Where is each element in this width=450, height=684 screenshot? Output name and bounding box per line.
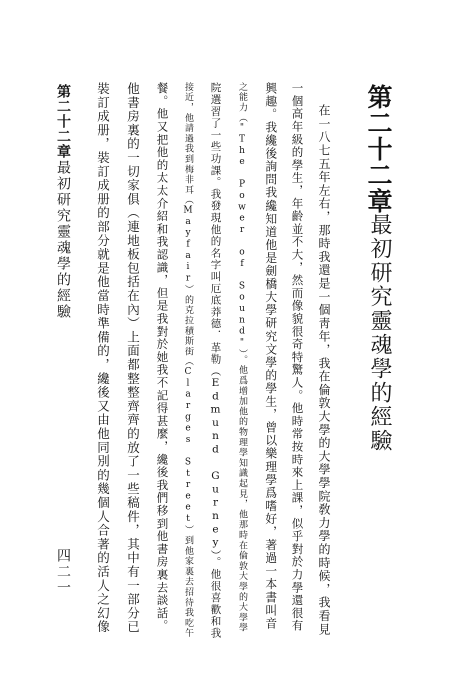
- page-number: 四二一: [55, 548, 71, 596]
- body-column-1: 在一八七五年左右，那時我還是一個靑年，我在倫敦大學的大學學院敎力學的時候，我看見: [317, 104, 331, 636]
- body-column-2: 一個高年級的學生，年齡並不大，然而像貌很奇特驚人。他時常按時來上課，似乎對於力學還很有: [290, 82, 305, 633]
- body-column-5: 院選習了一些功課。我發現他的名字叫厄底莽德．革勒（Edmund Gurney）。他很喜歡和我: [209, 82, 222, 640]
- body-column-3: 興趣。我纔後詢問我纔知道他是劍橋大學研究文學的學生，曾以樂理學爲嗜好，著過一本書叫音: [263, 82, 278, 631]
- body-column-6: 接近，他請過我到梅非耳（Mayfair）的克拉積斯街（Clarges Street）到他家裏去招待我吃午: [183, 82, 193, 639]
- chapter-number: 第二十二章: [364, 84, 393, 214]
- body-column-8: 他書房裏的一切家俱（連地板包括在內）上面都整整齊齊的放了一些稿件，其中有一部分已: [125, 82, 141, 634]
- running-header-chapter: 第二十二章: [55, 84, 71, 159]
- body-column-4: 之能力（"The Power of Sound"）。他爲增加他的物理學知識起見，他那時在倫敦大學的大學學: [237, 82, 247, 634]
- body-column-9: 裝訂成册，裝訂成册的部分就是他當時準備的，纔後又由他同別的幾個人合著的活人之幻像: [95, 82, 111, 634]
- running-header-title: 最初研究靈魂學的經驗: [55, 160, 71, 320]
- body-column-7: 餐。他又把他的太太介紹和我認識，但是我對於她我不記得甚麼，纔後我們移到他書房裏去談話。: [155, 82, 170, 633]
- chapter-title: 最初研究靈魂學的經驗: [367, 213, 392, 453]
